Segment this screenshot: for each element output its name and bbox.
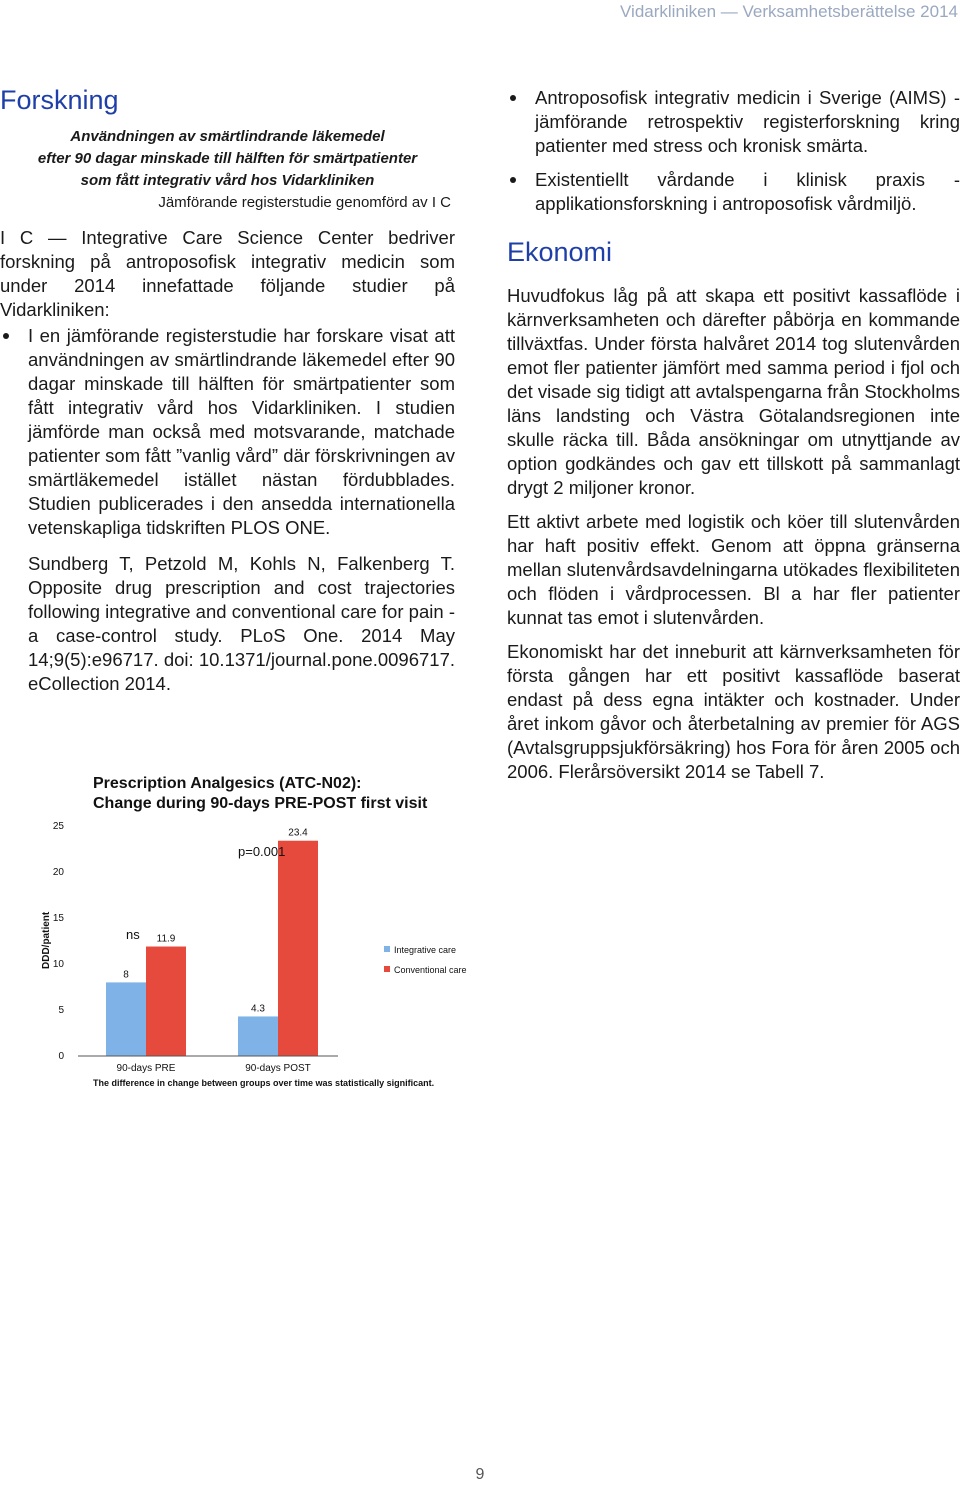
intro-paragraph: I C — Integrative Care Science Center bedriver forskning på antroposofisk integrativ medicin som under 2014 innefattade följande studier på Vidarkliniken: (0, 227, 455, 320)
economy-paragraph-2: Ett aktivt arbete med logistik och köer till slutenvården har haft positiv effekt. Genom att öppna gränserna mellan slutenvårdsavdelningarna utökades flexibiliteten och flöden i vårdprocessen. Bl a har fler patienter kunnat tas emot i slutenvården. (507, 511, 960, 628)
y-tick-label: 20 (52, 867, 64, 878)
caption-line: Användningen av smärtlindrande läkemedel (70, 128, 385, 145)
bar-value-label: 4.3 (251, 1003, 265, 1015)
legend-swatch-conventional (384, 966, 390, 972)
figure-caption (0, 126, 455, 192)
economy-paragraph-3: Ekonomiskt har det inneburit att kärnverksamheten för första gången har ett positivt kassaflöde baserat endast på dess egna intäkter och kostnader. Under året inkom gåvor och återbetalning av premier för AGS (Avtalsgruppsjukförsäkring) hos Fora för åren 2005 och 2006. Flerårsöversikt 2014 se Tabell 7. (507, 641, 960, 782)
bar-integrative (238, 1016, 278, 1056)
bar-integrative (106, 982, 146, 1056)
chart-footnote: The difference in change between groups over time was statistically significant. (93, 1078, 435, 1088)
caption-line: efter 90 dagar minskade till hälften för smärtpatienter (37, 150, 418, 167)
y-tick-label: 25 (52, 821, 64, 832)
chart-title-line1: Prescription Analgesics (ATC-N02): (93, 775, 362, 792)
y-tick-label: 5 (58, 1005, 64, 1016)
bar-conventional (146, 947, 186, 1056)
reference-citation: Sundberg T, Petzold M, Kohls N, Falkenberg T. Opposite drug prescription and cost trajectories following integrative and conventional care for pain - a case-control study. PLoS One. 2014 May 14;9(5):e96717. doi: 10.1371/journal.pone.0096717. eCollection 2014. (28, 553, 455, 694)
caption-subtitle: Jämförande registerstudie genomförd av I C (158, 194, 451, 211)
research-bullets (0, 324, 455, 540)
chart-marks (53, 821, 338, 1074)
y-tick-label: 15 (52, 913, 64, 924)
bar-value-label: 23.4 (288, 827, 308, 839)
economy-paragraph-1: Huvudfokus låg på att skapa ett positivt kassaflöde i kärnverksamheten och därefter påbörja en kommande tillväxtfas. Under första halvåret 2014 tog slutenvården emot fler patienter jämfört med samma period i fjol och det visade sig tidigt att avtalspengarna från Stockholms läns landsting och Västra Götalandsregionen inte skulle räcka till. Båda ansökningar om utnyttjande av option godkändes och gav ett tillskott på sammanlagt drygt 2 miljoner kronor. (507, 285, 960, 498)
y-axis-label: DDD/patient (41, 911, 52, 969)
y-tick-label: 0 (58, 1051, 64, 1062)
x-tick-label: 90-days POST (245, 1063, 311, 1074)
running-header: Vidarkliniken — Verksamhetsberättelse 2014 (620, 2, 958, 21)
section-title-ekonomi: Ekonomi (507, 237, 613, 267)
legend-conventional: Conventional care (394, 965, 467, 975)
bar-value-label: 11.9 (156, 933, 176, 945)
x-tick-label: 90-days PRE (116, 1063, 176, 1074)
chart-svg (38, 764, 478, 1094)
bar-conventional (278, 841, 318, 1056)
research-bullets-continued (507, 86, 960, 216)
right-column (507, 86, 960, 794)
bullet-existential-care: Existentiellt vårdande i klinisk praxis - applikationsforskning i antroposofisk vårdmiljö. (507, 168, 960, 216)
caption-line: som fått integrativ vård hos Vidarkliniken (80, 172, 375, 189)
annotation-p-value: p=0.001 (238, 844, 286, 859)
section-title-forskning: Forskning (0, 85, 119, 115)
bullet-registry-study: I en jämförande registerstudie har forskare visat att användningen av smärtlindrande läkemedel efter 90 dagar minskade till hälften för smärtpatienter som fått integrativ vård hos Vidarkliniken. I studien jämförde man också med motsvarande, matchade patienter som fått ”vanlig vård” där förskrivningen av smärtläkemedel istället nästan fördubblades. Studien publicerades i den ansedda internationella vetenskapliga tidskriften PLOS ONE. (0, 324, 455, 540)
bullet-aims: Antroposofisk integrativ medicin i Sverige (AIMS) - jämförande retrospektiv registerforskning kring patienter med stress och kronisk smärta. (507, 86, 960, 158)
left-column (0, 80, 455, 696)
bar-value-label: 8 (123, 969, 129, 981)
annotation-ns: ns (126, 927, 140, 942)
page-number: 9 (475, 1466, 485, 1483)
y-tick-label: 10 (52, 959, 64, 970)
analgesics-chart (38, 764, 478, 1094)
legend-swatch-integrative (384, 946, 390, 952)
chart-title-line2: Change during 90-days PRE-POST first visit (93, 795, 428, 812)
legend-integrative: Integrative care (394, 945, 457, 955)
